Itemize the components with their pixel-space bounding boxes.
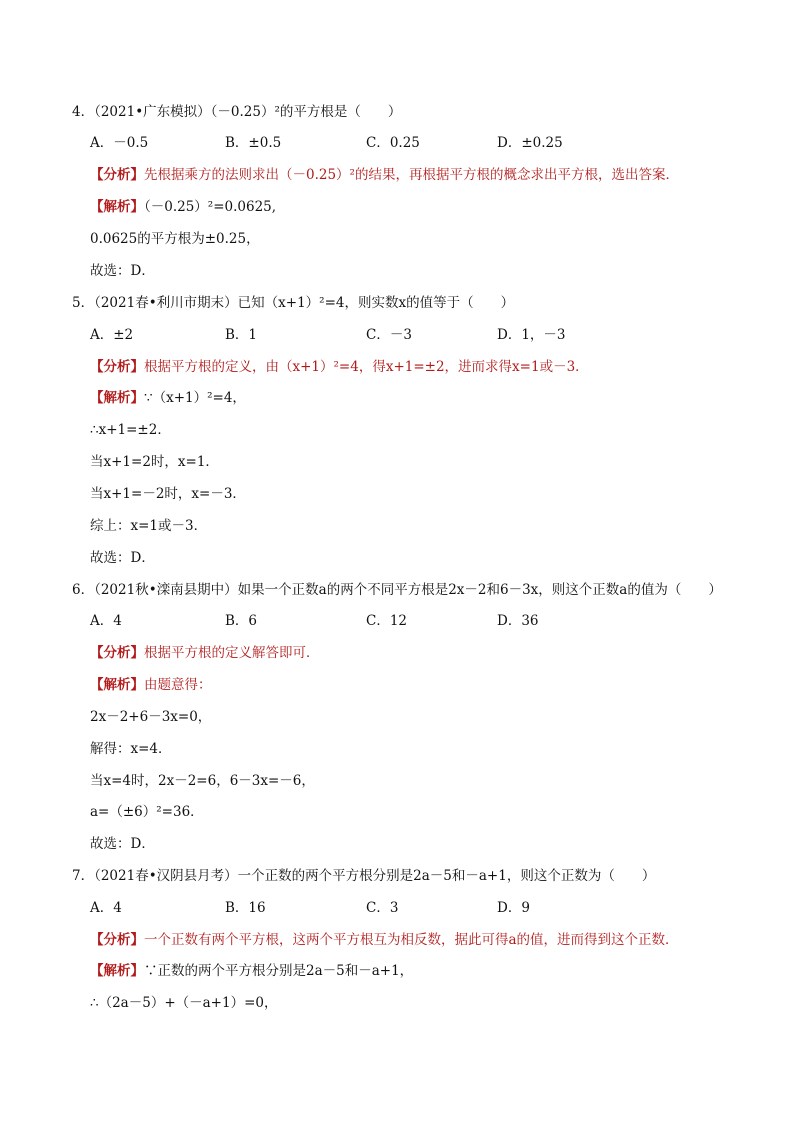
question-4-solution — [90, 197, 276, 217]
question-6-stem: 6．（2021秋•滦南县期中）如果一个正数a的两个不同平方根是2x－2和6－3x，则这个正数a的值为（ ） — [72, 582, 722, 598]
question-5-stem: 5．（2021春•利川市期末）已知（x+1）²=4，则实数x的值等于（ ） — [72, 295, 515, 311]
solution-text: ∵（x+1）²=4， — [144, 390, 246, 406]
solution-step: ∴（2a－5）+（－a+1）=0， — [90, 995, 278, 1011]
analysis-tag: 【分析】 — [90, 167, 144, 183]
option-d: D．9 — [497, 900, 530, 916]
question-7-stem: 7．（2021春•汉阴县月考）一个正数的两个平方根分别是2a－5和－a+1，则这个正数为（ ） — [72, 868, 656, 884]
option-b: B．6 — [225, 613, 258, 629]
solution-tag: 【解析】 — [90, 963, 144, 979]
option-c: C．0.25 — [366, 135, 420, 151]
analysis-text: 先根据乘方的法则求出（－0.25）²的结果，再根据平方根的概念求出平方根，选出答案． — [144, 167, 679, 183]
option-a: A．4 — [90, 613, 122, 629]
solution-step: 0.0625的平方根为±0.25， — [90, 231, 260, 247]
option-c: C．3 — [366, 900, 399, 916]
solution-text: 由题意得： — [144, 677, 212, 693]
solution-step: 当x+1=2时，x=1． — [90, 454, 219, 470]
solution-tag: 【解析】 — [90, 199, 144, 215]
question-5-solution — [90, 388, 246, 408]
solution-tag: 【解析】 — [90, 677, 144, 693]
option-b: B．1 — [225, 327, 258, 343]
analysis-tag: 【分析】 — [90, 645, 144, 661]
question-7-analysis — [90, 930, 679, 950]
option-d: D．36 — [497, 613, 539, 629]
option-a: A．±2 — [90, 327, 134, 343]
solution-step: 故选：D． — [90, 263, 155, 279]
option-a: A．－0.5 — [90, 135, 149, 151]
analysis-text: 一个正数有两个平方根，这两个平方根互为相反数，据此可得a的值，进而得到这个正数． — [144, 932, 679, 948]
option-c: C．12 — [366, 613, 408, 629]
analysis-text: 根据平方根的定义，由（x+1）²=4，得x+1=±2，进而求得x=1或－3． — [144, 359, 589, 375]
solution-step: 故选：D． — [90, 550, 155, 566]
solution-step: 综上：x=1或－3． — [90, 518, 208, 534]
question-6-solution — [90, 675, 212, 695]
question-4-stem: 4．（2021•广东模拟）（－0.25）²的平方根是（ ） — [72, 104, 402, 120]
solution-tag: 【解析】 — [90, 390, 144, 406]
solution-step: 故选：D． — [90, 836, 155, 852]
question-5-analysis — [90, 357, 589, 377]
solution-step: a=（±6）²=36． — [90, 804, 204, 820]
solution-step: 当x+1=－2时，x=－3． — [90, 486, 246, 502]
solution-step: ∴x+1=±2． — [90, 422, 171, 438]
solution-step: 解得：x=4． — [90, 741, 172, 757]
option-b: B．16 — [225, 900, 266, 916]
analysis-tag: 【分析】 — [90, 359, 144, 375]
option-b: B．±0.5 — [225, 135, 282, 151]
analysis-text: 根据平方根的定义解答即可． — [144, 645, 320, 661]
option-c: C．－3 — [366, 327, 412, 343]
option-a: A．4 — [90, 900, 122, 916]
solution-step: 当x=4时，2x－2=6，6－3x=－6， — [90, 773, 315, 789]
question-4-analysis — [90, 165, 679, 185]
solution-text: （－0.25）²=0.0625, — [144, 199, 277, 215]
question-6-analysis — [90, 643, 320, 663]
solution-step: 2x－2+6－3x=0， — [90, 709, 212, 725]
option-d: D．1，－3 — [497, 327, 566, 343]
solution-text: ∵正数的两个平方根分别是2a－5和－a+1， — [144, 963, 414, 979]
analysis-tag: 【分析】 — [90, 932, 144, 948]
question-7-solution — [90, 961, 413, 981]
option-d: D．±0.25 — [497, 135, 563, 151]
